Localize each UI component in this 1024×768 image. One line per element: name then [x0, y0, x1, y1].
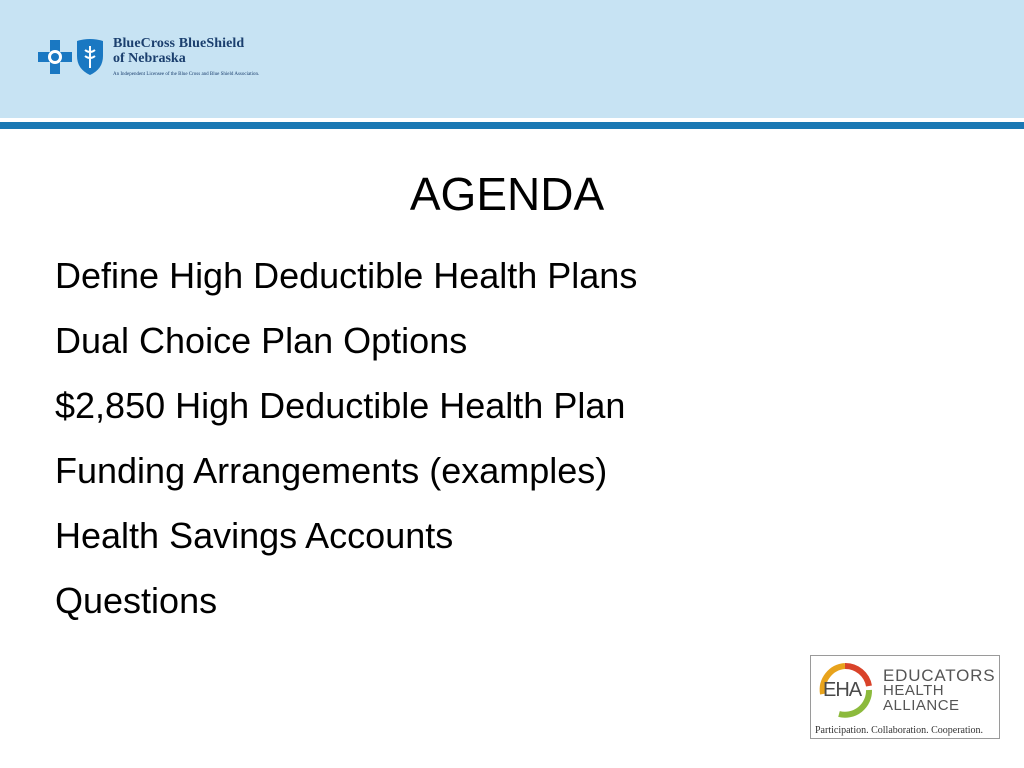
agenda-item: $2,850 High Deductible Health Plan: [55, 385, 626, 426]
agenda-item: Dual Choice Plan Options: [55, 320, 468, 361]
agenda-item: Define High Deductible Health Plans: [55, 255, 638, 296]
blue-cross-icon: [38, 40, 72, 74]
eha-logo: [810, 655, 1000, 739]
header-band: [0, 0, 1024, 118]
header-divider-blue: [0, 122, 1024, 129]
eha-name-line: EDUCATORS: [883, 666, 996, 685]
eha-initials: EHA: [823, 679, 862, 701]
bcbs-logo: [38, 36, 259, 86]
brand-tagline: An Independent Licensee of the Blue Cross and Blue Shield Association.: [113, 72, 260, 77]
slide-title: AGENDA: [409, 168, 605, 220]
eha-name-line: HEALTH: [883, 682, 945, 699]
blue-shield-icon: [75, 38, 105, 76]
brand-name: BlueCross BlueShield: [113, 36, 245, 51]
brand-region: of Nebraska: [113, 51, 186, 66]
eha-tagline: Participation. Collaboration. Cooperation.: [815, 725, 984, 736]
agenda-item: Funding Arrangements (examples): [55, 450, 608, 491]
agenda-list: [55, 243, 637, 633]
agenda-item: Questions: [55, 580, 218, 621]
eha-name-line: ALLIANCE: [883, 697, 960, 714]
agenda-item: Health Savings Accounts: [55, 515, 454, 556]
eha-name: [883, 668, 995, 713]
